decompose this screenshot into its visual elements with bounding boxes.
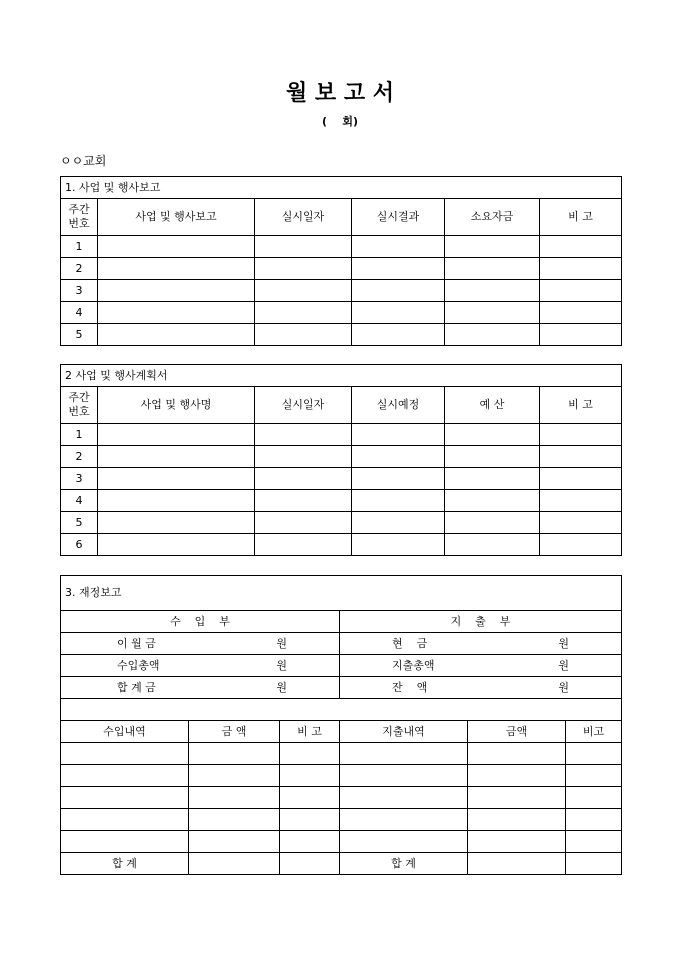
table-row: 5 bbox=[61, 512, 622, 534]
table-row: 1 bbox=[61, 236, 622, 258]
carryover-label: 이 월 금 bbox=[117, 636, 156, 650]
table-row bbox=[61, 743, 622, 765]
table-row: 5 bbox=[61, 324, 622, 346]
cash-label: 현 금 bbox=[392, 636, 428, 650]
table-row: 2 bbox=[61, 446, 622, 468]
week-number-header: 주간 번호 bbox=[61, 199, 98, 236]
table-row: 4 bbox=[61, 302, 622, 324]
col-date: 실시일자 bbox=[255, 387, 352, 424]
total-row bbox=[61, 853, 622, 875]
page-title: 월 보 고 서 bbox=[286, 80, 394, 106]
won-unit: 원 bbox=[558, 636, 569, 650]
col-budget: 예 산 bbox=[445, 387, 540, 424]
income-header: 수 입 부 bbox=[61, 611, 340, 633]
report-number: ( 회) bbox=[322, 115, 358, 128]
table-row bbox=[61, 787, 622, 809]
table-row: 6 bbox=[61, 534, 622, 556]
expense-total-label: 합 계 bbox=[340, 853, 468, 875]
col-result: 실시결과 bbox=[352, 199, 445, 236]
col-remarks: 비 고 bbox=[280, 721, 340, 743]
table-row: 2 bbox=[61, 258, 622, 280]
table-row: 1 bbox=[61, 424, 622, 446]
church-name: ㅇㅇ교회 bbox=[60, 154, 107, 168]
col-remarks: 비 고 bbox=[540, 199, 622, 236]
won-unit: 원 bbox=[276, 680, 287, 694]
col-income-detail: 수입내역 bbox=[61, 721, 189, 743]
finance-summary-table bbox=[60, 575, 622, 721]
won-unit: 원 bbox=[558, 658, 569, 672]
col-amount: 금액 bbox=[468, 721, 566, 743]
col-amount: 금 액 bbox=[189, 721, 280, 743]
col-business-name: 사업 및 행사명 bbox=[98, 387, 255, 424]
spacer-row bbox=[61, 699, 622, 721]
table-row bbox=[61, 765, 622, 787]
summary-row bbox=[61, 655, 622, 677]
table-row: 3 bbox=[61, 280, 622, 302]
won-unit: 원 bbox=[276, 636, 287, 650]
col-expense-detail: 지출내역 bbox=[340, 721, 468, 743]
summary-row bbox=[61, 677, 622, 699]
col-plan: 실시예정 bbox=[352, 387, 445, 424]
col-remarks: 비 고 bbox=[540, 387, 622, 424]
section2-heading: 2 사업 및 행사계획서 bbox=[61, 365, 622, 387]
income-total-label: 합 계 bbox=[61, 853, 189, 875]
finance-detail-table bbox=[60, 720, 622, 875]
grand-total-label: 합 계 금 bbox=[117, 680, 156, 694]
won-unit: 원 bbox=[276, 658, 287, 672]
table-row bbox=[61, 809, 622, 831]
week-number-header: 주간 번호 bbox=[61, 387, 98, 424]
expense-total-label: 지출총액 bbox=[392, 658, 435, 672]
summary-row bbox=[61, 633, 622, 655]
business-report-table bbox=[60, 176, 622, 346]
col-funds: 소요자금 bbox=[445, 199, 540, 236]
section3-heading: 3. 재정보고 bbox=[61, 576, 622, 611]
business-plan-table bbox=[60, 364, 622, 556]
table-row: 4 bbox=[61, 490, 622, 512]
expense-header: 지 출 부 bbox=[340, 611, 622, 633]
table-row bbox=[61, 831, 622, 853]
col-remarks: 비고 bbox=[566, 721, 622, 743]
col-date: 실시일자 bbox=[255, 199, 352, 236]
table-row: 3 bbox=[61, 468, 622, 490]
col-business-report: 사업 및 행사보고 bbox=[98, 199, 255, 236]
won-unit: 원 bbox=[558, 680, 569, 694]
balance-label: 잔 액 bbox=[392, 680, 428, 694]
income-total-label: 수입총액 bbox=[117, 658, 160, 672]
section1-heading: 1. 사업 및 행사보고 bbox=[61, 177, 622, 199]
